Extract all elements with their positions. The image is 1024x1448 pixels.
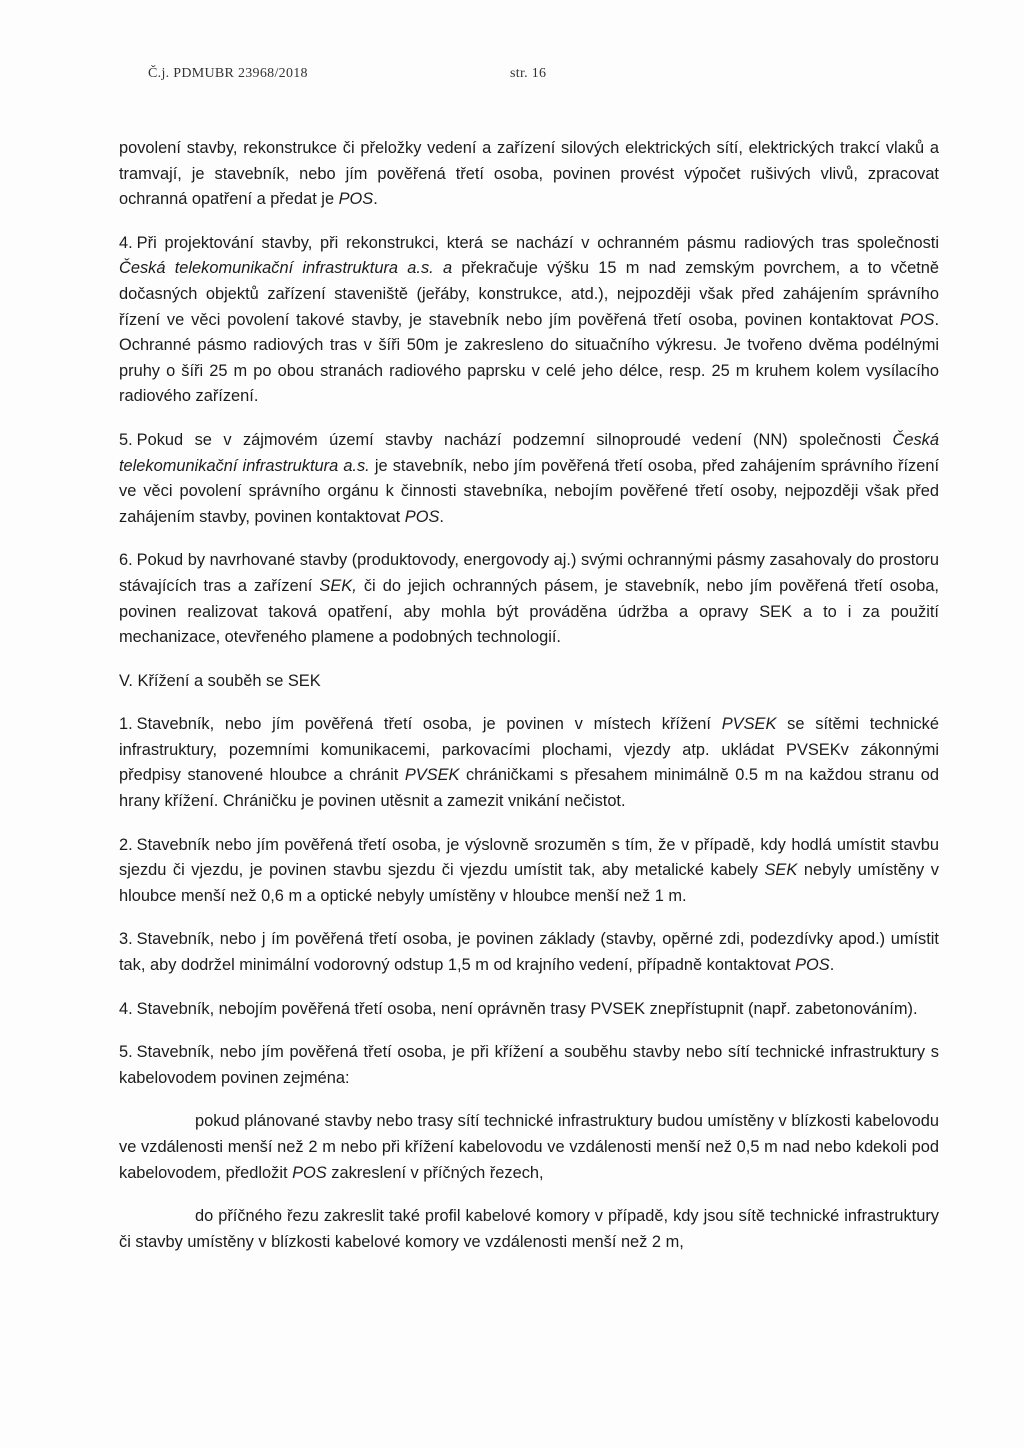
text: Stavebník, nebo j ím pověřená třetí osoba, je povinen základy (stavby, opěrné zdi, podezdívky apod.) umístit tak, aby dodržel minimální vodorovný odstup 1,5 m od krajního vedení, případně kontaktovat (119, 930, 939, 975)
sub-item-2 (119, 1204, 939, 1255)
document-body (119, 136, 939, 1273)
page-number: str. 16 (510, 66, 547, 81)
paragraph-4 (119, 231, 939, 410)
emphasis: SEK (764, 861, 798, 880)
text: Stavebník, nebo jím pověřená třetí osoba, je při křížení a souběhu stavby nebo sítí technické infrastruktury s kabelovodem povinen zejména: (119, 1043, 939, 1087)
item-number: 1. (119, 715, 133, 734)
text: se sítěmi technické infrastruktury, pozemními komunikacemi, parkovacími plochami, vjezdy atp. ukládat PVSEKv zákonnými předpisy stanovené hloubce a chránit (119, 715, 939, 785)
item-number: 4. (119, 233, 133, 252)
text: . (373, 190, 378, 209)
paragraph-5 (119, 428, 939, 530)
paragraph-6 (119, 548, 939, 650)
text: chráničkami s přesahem minimálně 0.5 m na každou stranu od hrany křížení. Chráničku je povinen utěsnit a zamezit vnikání nečistot. (119, 766, 939, 811)
item-number: 4. (119, 999, 133, 1018)
text: pokud plánované stavby nebo trasy sítí technické infrastruktury budou umístěny v blízkosti kabelovodu ve vzdálenosti menší než 2 m nebo při křížení kabelovodu ve vzdálenosti menší než 0,5 m nad nebo kdekoli pod kabelovodem, předložit (119, 1112, 939, 1182)
section-item-1 (119, 712, 939, 814)
text: Stavebník, nebo jím pověřená třetí osoba, je povinen v místech křížení (136, 715, 722, 734)
item-number: 6. (119, 551, 133, 570)
emphasis: PVSEK (404, 766, 460, 785)
text: překračuje výšku 15 m nad zemským povrchem, a to včetně dočasných objektů zařízení staveniště (jeřáby, konstrukce, atd.), nejpozději však před zahájením správního řízení ve věci povolení takové stavby, je stavebník nebo jím pověřená třetí osoba, povinen kontaktovat (119, 259, 940, 329)
item-number: 2. (119, 835, 133, 854)
text: do příčného řezu zakreslit také profil kabelové komory v případě, kdy jsou sítě technické infrastruktury či stavby umístěny v blízkosti kabelové komory ve vzdálenosti menší než 2 m, (119, 1207, 939, 1251)
text: je stavebník, nebo jím pověřená třetí osoba, před zahájením správního řízení ve věci povolení správního orgánu k činnosti stavebníka, nebojím pověřené třetí osoby, nejpozději však před zahájením stavby, povinen kontaktovat (119, 456, 939, 526)
section-item-2 (119, 833, 939, 910)
text: či do jejich ochranných pásem, je stavebník, nebo jím pověřená třetí osoba, povinen realizovat taková opatření, aby mohla být prováděna údržba a opravy SEK a to i za použití mechanizace, otevřeného plamene a podobných technologií. (119, 576, 939, 647)
text: povolení stavby, rekonstrukce či přeložky vedení a zařízení silových elektrických sítí, elektrických trakcí vlaků a tramvají, je stavebník, nebo jím pověřená třetí osoba, povinen provést výpočet rušivých vlivů, zpracovat ochranná opatření a předat je (119, 139, 939, 209)
text: Pokud by navrhované stavby (produktovody, energovody aj.) svými ochrannými pásmy zasahovaly do prostoru stávajících tras a zařízení (119, 551, 940, 595)
section-item-5 (119, 1040, 939, 1091)
item-number: 3. (119, 930, 133, 949)
text: nebyly umístěny v hloubce menší než 0,6 m a optické nebyly umístěny v hloubce menší než 1 m. (119, 861, 939, 905)
emphasis: SEK, (319, 576, 357, 595)
item-number: 5. (119, 1043, 133, 1062)
emphasis: PVSEK (721, 715, 777, 734)
reference-number: Č.j. PDMUBR 23968/2018 (148, 66, 308, 81)
paragraph-continuation (119, 136, 939, 213)
text: Stavebník, nebojím pověřená třetí osoba, není oprávněn trasy PVSEK znepřístupnit (např. zabetonováním). (136, 999, 918, 1018)
emphasis: Česká telekomunikační infrastruktura a.s. a (119, 259, 453, 278)
sub-item-1 (119, 1109, 939, 1186)
text: Stavebník nebo jím pověřená třetí osoba, je výslovně srozuměn s tím, že v případě, kdy hodlá umístit stavbu sjezdu či vjezdu, je povinen stavbu sjezdu či vjezdu umístit tak, aby metalické kabely (119, 835, 939, 880)
section-heading: V. Křížení a souběh se SEK (119, 671, 321, 690)
text: . Ochranné pásmo radiových tras v šíři 50m je zakresleno do situačního výkresu. Je tvořeno dvěma podélnými pruhy o šíři 25 m po obou stranách radiového paprsku v celé jeho délce, resp. 25 m kruhem kolem vysílacího radiového zařízení. (119, 310, 939, 406)
section-item-4 (119, 997, 939, 1023)
emphasis: POS (404, 507, 440, 526)
emphasis: POS (292, 1163, 327, 1182)
emphasis: POS (795, 956, 830, 975)
emphasis: POS (899, 310, 935, 329)
text: zakreslení v příčných řezech, (326, 1163, 544, 1182)
emphasis: POS (338, 190, 374, 209)
emphasis: Česká telekomunikační infrastruktura a.s. (119, 430, 939, 475)
text: . (829, 956, 835, 975)
item-number: 5. (119, 430, 133, 449)
text: . (439, 507, 444, 526)
text: Při projektování stavby, při rekonstrukci, která se nachází v ochranném pásmu radiových tras společnosti (136, 233, 939, 252)
text: Pokud se v zájmovém území stavby nachází podzemní silnoproudé vedení (NN) společnosti (136, 430, 893, 449)
page-header (148, 66, 547, 82)
section-item-3 (119, 927, 939, 978)
